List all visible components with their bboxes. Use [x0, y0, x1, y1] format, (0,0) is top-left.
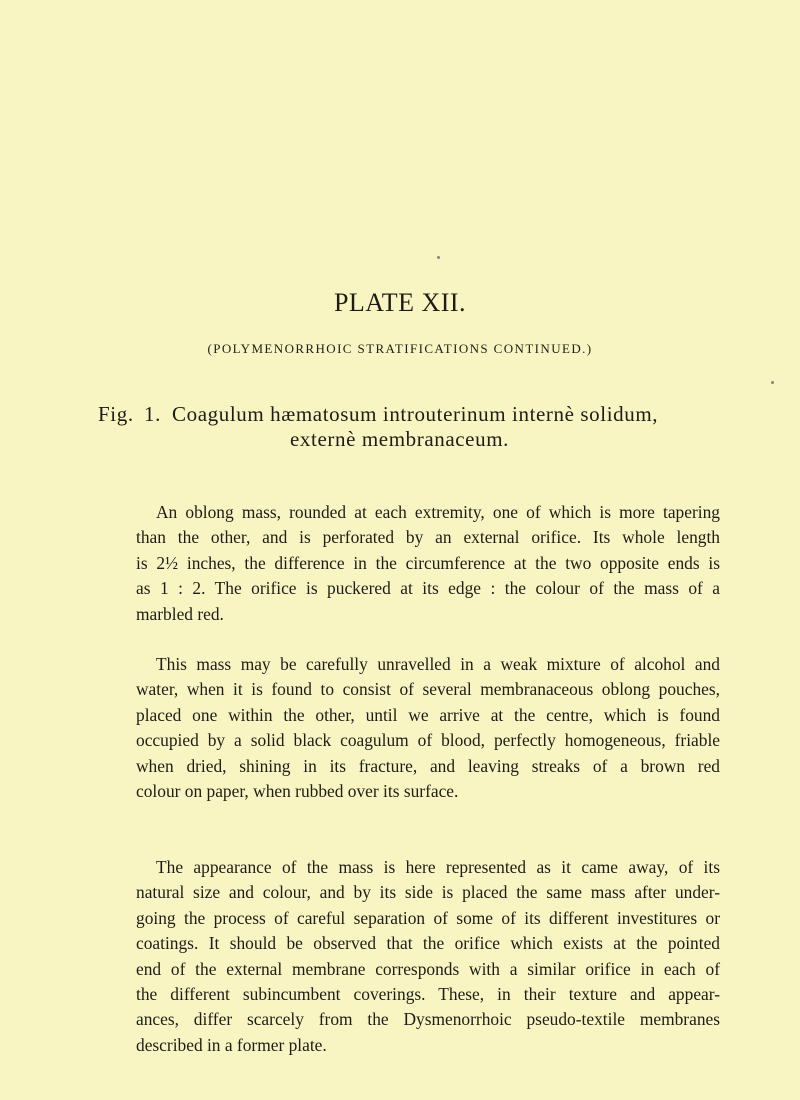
text-line: the different subincumbent coverings. These, in their texture and appear-	[136, 984, 720, 1005]
text-line: is 2½ inches, the difference in the circumference at the two opposite ends is	[136, 552, 720, 573]
plate-subtitle: (POLYMENORRHOIC STRATIFICATIONS CONTINUED.)	[207, 341, 593, 356]
figure-label: Fig.	[98, 402, 134, 426]
text-line: than the other, and is perforated by an external orifice. Its whole length	[136, 527, 720, 548]
text-line: An oblong mass, rounded at each extremity, one of which is more tapering	[156, 502, 720, 522]
text-line: end of the external membrane corresponds with a similar orifice in each of	[136, 958, 720, 979]
text-line: This mass may be carefully unravelled in a weak mixture of alcohol and	[156, 654, 720, 674]
text-line: described in a former plate.	[136, 1034, 327, 1055]
text-line: placed one within the other, until we arrive at the centre, which is found	[136, 704, 720, 725]
plate-title: PLATE XII.	[333, 288, 467, 317]
description-paragraph-1	[136, 500, 720, 627]
ink-speck	[771, 381, 774, 384]
text-line: occupied by a solid black coagulum of blood, perfectly homogeneous, friable	[136, 730, 720, 751]
figure-title-line1: Coagulum hæmatosum introuterinum internè solidum,	[172, 402, 659, 426]
ink-speck	[437, 256, 440, 259]
figure-number: 1.	[144, 402, 161, 426]
text-line: natural size and colour, and by its side is placed the same mass after under-	[136, 882, 720, 903]
text-line: water, when it is found to consist of several membranaceous oblong pouches,	[136, 679, 720, 700]
text-line: when dried, shining in its fracture, and leaving streaks of a brown red	[136, 755, 720, 776]
description-paragraph-3	[136, 855, 720, 1058]
text-line: coatings. It should be observed that the orifice which exists at the pointed	[136, 933, 720, 954]
text-line: going the process of careful separation of some of its different investitures or	[136, 907, 720, 928]
text-line: ances, differ scarcely from the Dysmenorrhoic pseudo-textile membranes	[136, 1009, 720, 1030]
text-line: as 1 : 2. The orifice is puckered at its edge : the colour of the mass of a	[136, 578, 720, 599]
description-paragraph-2	[136, 652, 720, 804]
figure-heading	[98, 402, 738, 452]
text-line: marbled red.	[136, 603, 224, 624]
text-line: colour on paper, when rubbed over its surface.	[136, 781, 459, 802]
figure-title-line2: externè membranaceum.	[290, 427, 509, 451]
text-line: The appearance of the mass is here represented as it came away, of its	[156, 857, 720, 877]
